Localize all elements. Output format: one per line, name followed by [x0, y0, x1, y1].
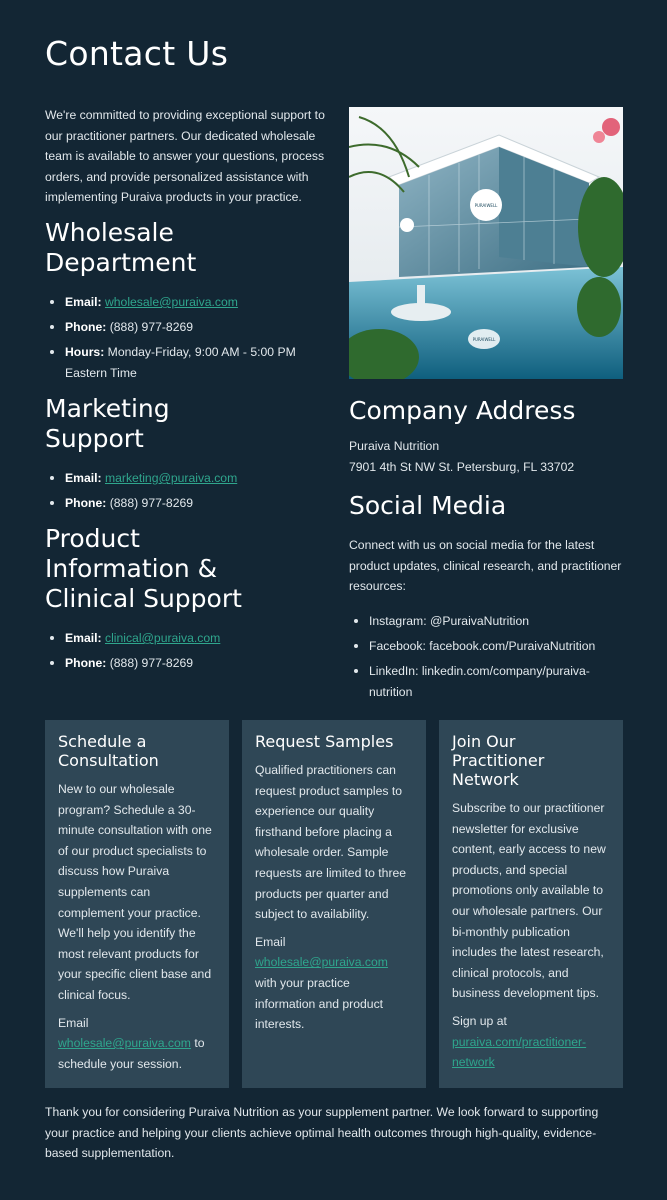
- card-samples: [242, 720, 426, 1088]
- card-body: Qualified practitioners can request product samples to experience our quality firsthand before placing a wholesale order. Sample requests are limited to three products per quarter and subject to availability.: [255, 763, 407, 922]
- left-column: [45, 105, 330, 678]
- social-heading: Social Media: [349, 491, 507, 521]
- clinical-heading: Product Information & Clinical Support: [45, 523, 242, 613]
- list-item: [45, 342, 330, 384]
- consult-email-link[interactable]: wholesale@puraiva.com: [58, 1036, 191, 1051]
- card-consultation: [45, 720, 229, 1088]
- company-address: [349, 436, 624, 477]
- phone-label: Phone:: [65, 655, 107, 670]
- clinical-phone: (888) 977-8269: [109, 655, 194, 670]
- clinical-contact-list: [45, 628, 330, 674]
- cta-prefix: Sign up at: [452, 1013, 507, 1028]
- wholesale-phone: (888) 977-8269: [109, 319, 194, 334]
- list-item: [45, 653, 330, 674]
- address-heading: Company Address: [349, 396, 576, 425]
- social-item-instagram: Instagram: @PuraivaNutrition: [349, 611, 624, 632]
- hours-label: Hours:: [65, 344, 105, 359]
- intro-text: We're committed to providing exceptional support to our practitioner partners. Our dedicated wholesale team is available to answer your questions, process orders, and provide personalized assistance with implementing Puraiva products in your practice.: [45, 108, 325, 205]
- social-item-linkedin: LinkedIn: linkedin.com/company/puraiva-nutrition: [349, 661, 624, 703]
- wholesale-contact-list: [45, 292, 330, 384]
- cta-prefix: Email: [255, 934, 286, 949]
- list-item: [45, 628, 330, 649]
- phone-label: Phone:: [65, 495, 107, 510]
- marketing-contact-list: [45, 468, 330, 514]
- email-label: Email:: [65, 630, 102, 645]
- card-cta: [452, 1011, 610, 1073]
- right-column: [349, 107, 624, 707]
- cta-suffix: to schedule your session.: [58, 1036, 205, 1071]
- card-network: [439, 720, 623, 1088]
- list-item: [45, 468, 330, 489]
- marketing-phone: (888) 977-8269: [109, 495, 194, 510]
- building-photo: [349, 107, 623, 379]
- list-item: [45, 493, 330, 514]
- card-title: Schedule a Consultation: [58, 732, 159, 770]
- address-line-2: 7901 4th St NW St. Petersburg, FL 33702: [349, 459, 575, 474]
- phone-label: Phone:: [65, 319, 107, 334]
- wholesale-hours: Monday-Friday, 9:00 AM - 5:00 PM Eastern Time: [65, 344, 296, 380]
- building-sign-text: PURAIWELL: [474, 203, 498, 208]
- wholesale-heading: Wholesale Department: [45, 217, 197, 277]
- reflection-sign-text: PURAIWELL: [472, 337, 496, 342]
- cta-suffix: with your practice information and product interests.: [255, 975, 384, 1032]
- social-intro: Connect with us on social media for the latest product updates, clinical research, and practitioner resources:: [349, 538, 622, 594]
- social-list: [349, 611, 624, 703]
- address-line-1: Puraiva Nutrition: [349, 439, 440, 453]
- email-label: Email:: [65, 470, 102, 485]
- card-title: Request Samples: [255, 732, 394, 751]
- email-label: Email:: [65, 294, 102, 309]
- wholesale-email-link[interactable]: wholesale@puraiva.com: [104, 294, 238, 309]
- clinical-email-link[interactable]: clinical@puraiva.com: [104, 630, 221, 645]
- contact-cards: [45, 720, 623, 1088]
- social-item-facebook: Facebook: facebook.com/PuraivaNutrition: [349, 636, 624, 657]
- samples-email-link[interactable]: wholesale@puraiva.com: [255, 955, 388, 970]
- cta-prefix: Email: [58, 1015, 89, 1030]
- network-signup-link[interactable]: puraiva.com/practitioner-network: [452, 1034, 587, 1070]
- card-cta: [58, 1013, 216, 1075]
- footer-text: Thank you for considering Puraiva Nutrition as your supplement partner. We look forward to supporting your practice and helping your clients achieve optimal health outcomes through high-quality, evidence-based supplementation.: [45, 1105, 599, 1161]
- marketing-heading: Marketing Support: [45, 393, 170, 453]
- list-item: [45, 292, 330, 313]
- list-item: [45, 317, 330, 338]
- card-cta: [255, 932, 413, 1035]
- card-body: New to our wholesale program? Schedule a 30-minute consultation with one of our product specialists to discuss how Puraiva supplements can complement your practice. We'll help you identify the most relevant products for your specific client base and clinical focus.: [58, 782, 212, 1002]
- card-title: Join Our Practitioner Network: [452, 732, 545, 789]
- building-illustration: [349, 107, 623, 379]
- marketing-email-link[interactable]: marketing@puraiva.com: [104, 470, 238, 485]
- page-title: Contact Us: [45, 34, 229, 73]
- card-body: Subscribe to our practitioner newsletter for exclusive content, early access to new products, and special promotions only available to our wholesale partners. Our bi-monthly publication includes the latest research, clinical protocols, and business development tips.: [452, 801, 606, 1001]
